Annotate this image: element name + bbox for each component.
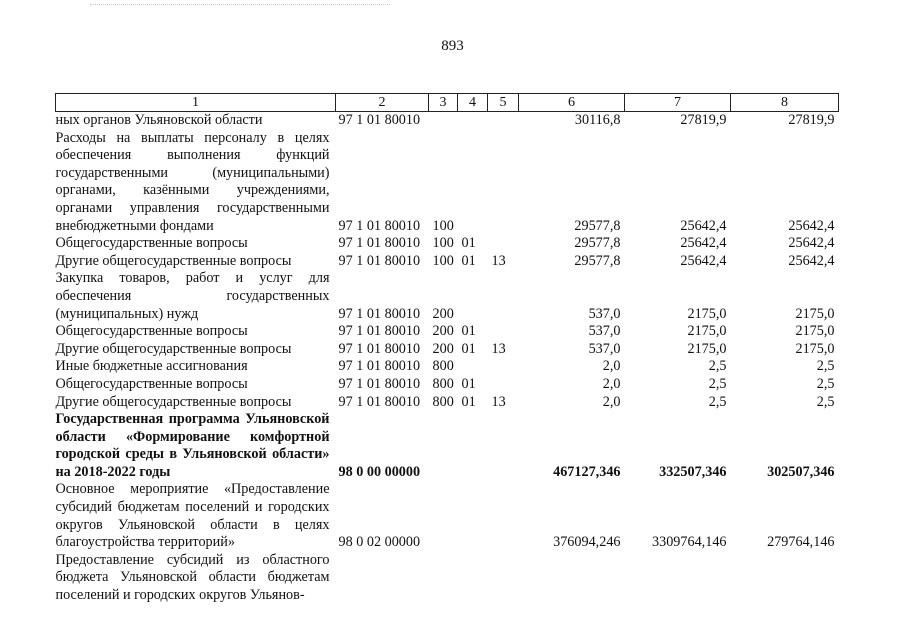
row-code — [336, 552, 429, 605]
row-col-3: 200 — [432, 340, 454, 357]
row-col-3 — [429, 411, 458, 481]
scan-artifact — [90, 4, 390, 11]
row-value-8: 302507,346 — [767, 463, 835, 480]
row-col-4 — [458, 411, 488, 481]
row-description: ных органов Ульяновской области — [55, 112, 263, 128]
row-value-7: 25642,4 — [680, 235, 727, 252]
table-row — [56, 376, 839, 394]
row-description: Общегосударственные вопросы — [55, 323, 248, 340]
row-col-5 — [488, 411, 519, 481]
row-col-5 — [488, 552, 519, 605]
row-code: 97 1 01 80010 — [338, 393, 421, 410]
row-description: Другие общегосударственные вопросы — [55, 340, 292, 357]
row-value-8: 2,5 — [816, 375, 835, 392]
table-row — [56, 270, 839, 323]
row-value-8: 2175,0 — [795, 340, 835, 357]
row-col-4 — [458, 358, 488, 376]
row-col-5 — [488, 323, 519, 341]
row-value-8: 25642,4 — [788, 217, 835, 234]
row-col-4 — [458, 481, 488, 551]
row-value-6 — [519, 552, 625, 605]
row-description: Общегосударственные вопросы — [55, 375, 248, 392]
row-value-6: 376094,246 — [553, 534, 621, 551]
table-row — [56, 323, 839, 341]
row-value-8: 2175,0 — [795, 305, 835, 322]
row-col-3: 100 — [432, 252, 454, 269]
row-value-6: 30116,8 — [574, 112, 621, 128]
row-col-3: 100 — [432, 217, 454, 234]
row-description: Государственная программа Ульяновской области «Формирование комфортной городской среды в Ульяновской области» на 2018-2022 годы — [55, 411, 330, 480]
row-value-6: 537,0 — [588, 323, 621, 340]
row-description: Расходы на выплаты персоналу в целях обеспечения выполнения функций государственными (муниципальными) органами, казёнными учреждениями, органами управления государственными внебюджетными фондами — [55, 129, 330, 234]
row-code: 97 1 01 80010 — [338, 375, 421, 392]
row-col-3 — [429, 112, 458, 130]
row-col-5 — [488, 130, 519, 236]
row-col-3 — [429, 481, 458, 551]
row-col-5 — [488, 358, 519, 376]
row-value-7: 2175,0 — [687, 323, 727, 340]
row-col-3 — [429, 552, 458, 605]
row-description: Общегосударственные вопросы — [55, 235, 248, 252]
row-value-6: 29577,8 — [574, 235, 621, 252]
row-value-7: 27819,9 — [680, 112, 727, 128]
row-code: 97 1 01 80010 — [338, 305, 421, 322]
row-col-4 — [458, 112, 488, 130]
row-col-5 — [488, 112, 519, 130]
row-col-4: 01 — [461, 323, 476, 340]
row-col-5: 13 — [491, 393, 506, 410]
row-col-5 — [488, 270, 519, 323]
row-col-4: 01 — [461, 340, 476, 357]
table-row — [56, 358, 839, 376]
row-value-6: 2,0 — [602, 393, 621, 410]
table-row — [56, 552, 839, 605]
row-value-6: 2,0 — [602, 375, 621, 392]
row-col-3: 200 — [432, 323, 454, 340]
table-row — [56, 253, 839, 271]
row-code: 98 0 00 00000 — [338, 463, 421, 480]
table-row — [56, 341, 839, 359]
table-row — [56, 112, 839, 130]
row-code: 97 1 01 80010 — [338, 235, 421, 252]
row-description: Основное мероприятие «Предоставление субсидий бюджетам поселений и городских округов Ульяновской области в целях благоустройства территорий» — [55, 481, 330, 551]
row-description: Закупка товаров, работ и услуг для обеспечения государственных (муниципальных) нужд — [55, 270, 330, 322]
row-code: 97 1 01 80010 — [338, 323, 421, 340]
row-value-6: 537,0 — [588, 305, 621, 322]
row-description: Другие общегосударственные вопросы — [55, 252, 292, 269]
row-value-7: 2,5 — [708, 358, 727, 375]
row-code: 97 1 01 80010 — [338, 252, 421, 269]
row-code: 97 1 01 80010 — [338, 340, 421, 357]
row-value-8: 2175,0 — [795, 323, 835, 340]
row-value-7: 25642,4 — [680, 217, 727, 234]
row-value-7 — [625, 552, 731, 605]
table-row — [56, 411, 839, 481]
row-value-7: 2,5 — [708, 375, 727, 392]
table-row — [56, 130, 839, 236]
row-col-3: 800 — [432, 375, 454, 392]
row-col-5 — [488, 235, 519, 253]
row-value-7: 3309764,146 — [652, 534, 727, 551]
row-value-8: 279764,146 — [767, 534, 835, 551]
row-description: Другие общегосударственные вопросы — [55, 393, 292, 410]
row-col-4 — [458, 270, 488, 323]
header-col-2: 2 — [336, 94, 429, 112]
row-code: 97 1 01 80010 — [338, 217, 421, 234]
row-value-8 — [731, 552, 839, 605]
row-col-4 — [458, 130, 488, 236]
row-col-5 — [488, 481, 519, 551]
budget-table — [55, 93, 838, 605]
row-description: Предоставление субсидий из областного бюджета Ульяновской области бюджетам поселений и городских округов Ульянов- — [55, 551, 330, 604]
header-col-6: 6 — [519, 94, 625, 112]
header-row — [56, 94, 839, 112]
row-code: 98 0 02 00000 — [338, 534, 421, 551]
row-col-5: 13 — [491, 340, 506, 357]
row-value-7: 332507,346 — [659, 463, 727, 480]
table-row — [56, 394, 839, 412]
header-col-8: 8 — [731, 94, 839, 112]
row-value-7: 2175,0 — [687, 305, 727, 322]
row-col-5 — [488, 376, 519, 394]
table-row — [56, 235, 839, 253]
header-col-4: 4 — [458, 94, 488, 112]
header-col-1: 1 — [56, 94, 336, 112]
row-value-6: 2,0 — [602, 358, 621, 375]
row-value-6: 29577,8 — [574, 217, 621, 234]
header-col-3: 3 — [429, 94, 458, 112]
header-col-7: 7 — [625, 94, 731, 112]
row-value-8: 2,5 — [816, 358, 835, 375]
row-value-6: 467127,346 — [553, 463, 621, 480]
row-value-7: 2175,0 — [687, 340, 727, 357]
row-value-8: 2,5 — [816, 393, 835, 410]
table-row — [56, 481, 839, 551]
row-value-6: 537,0 — [588, 340, 621, 357]
row-value-8: 25642,4 — [788, 235, 835, 252]
page-number: 893 — [441, 38, 464, 54]
row-col-3: 100 — [432, 235, 454, 252]
row-value-6: 29577,8 — [574, 252, 621, 269]
row-value-8: 27819,9 — [788, 112, 835, 128]
row-col-4: 01 — [461, 393, 476, 410]
row-code: 97 1 01 80010 — [338, 112, 421, 128]
row-description: Иные бюджетные ассигнования — [55, 358, 248, 375]
row-col-4: 01 — [461, 235, 476, 252]
row-col-4: 01 — [461, 252, 476, 269]
row-col-3: 800 — [432, 358, 454, 375]
row-col-3: 800 — [432, 393, 454, 410]
row-col-3: 200 — [432, 305, 454, 322]
row-col-4 — [458, 552, 488, 605]
header-col-5: 5 — [488, 94, 519, 112]
row-value-7: 25642,4 — [680, 252, 727, 269]
row-value-8: 25642,4 — [788, 252, 835, 269]
row-code: 97 1 01 80010 — [338, 358, 421, 375]
row-col-5: 13 — [491, 252, 506, 269]
row-col-4: 01 — [461, 375, 476, 392]
row-value-7: 2,5 — [708, 393, 727, 410]
